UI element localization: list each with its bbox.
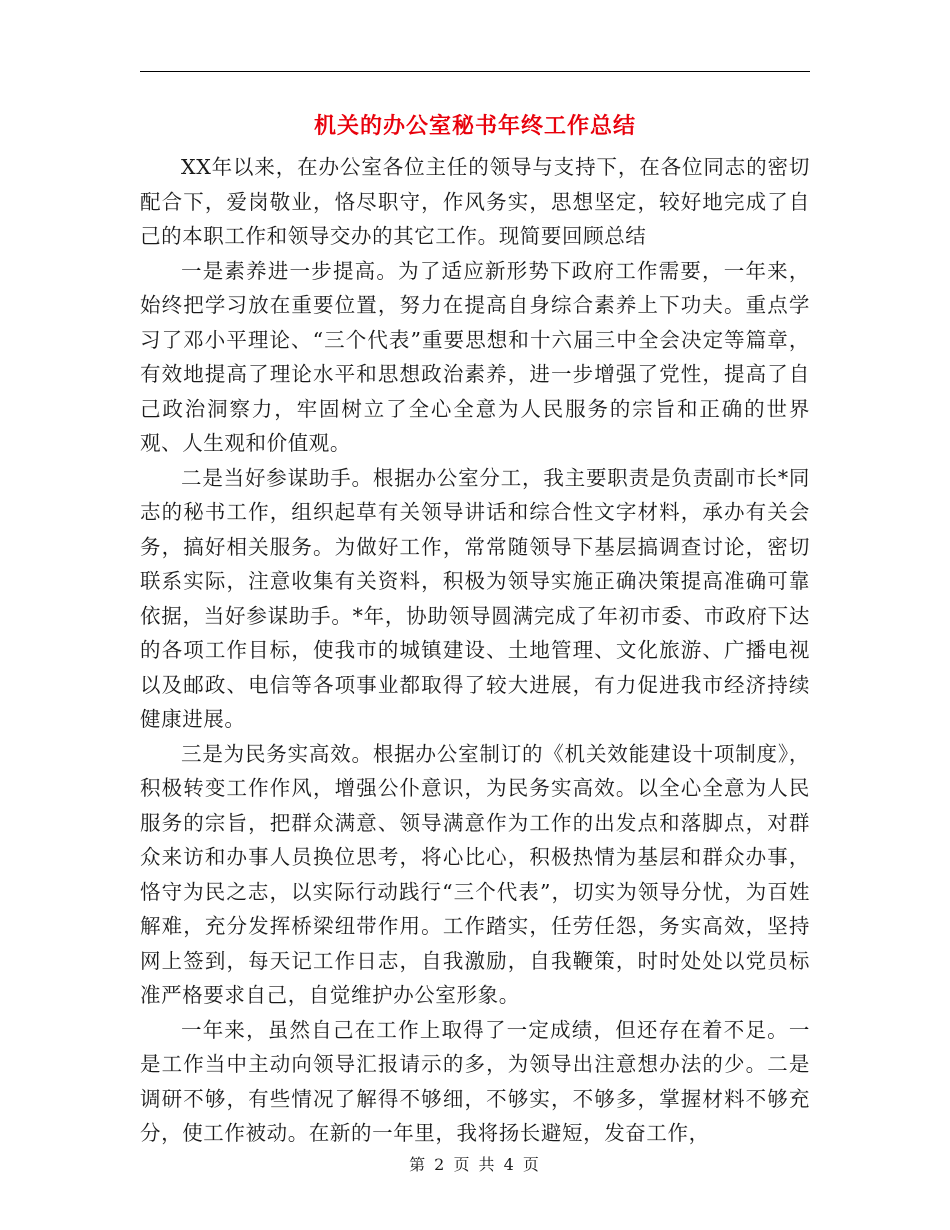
document-body bbox=[140, 150, 810, 1151]
paragraph-service: 三是为民务实高效。根据办公室制订的《机关效能建设十项制度》，积极转变工作作风，增强公仆意识，为民务实高效。以全心全意为人民服务的宗旨，把群众满意、领导满意作为工作的出发点和落脚点，对群众来访和办事人员换位思考，将心比心，积极热情为基层和群众办事，恪守为民之志，以实际行动践行“三个代表”，切实为领导分忧，为百姓解难，充分发挥桥梁纽带作用。工作踏实，任劳任怨，务实高效，坚持网上签到，每天记工作日志，自我激励，自我鞭策，时时处处以党员标准严格要求自己，自觉维护办公室形象。 bbox=[140, 741, 810, 1007]
document-title: 机关的办公室秘书年终工作总结 bbox=[313, 113, 636, 139]
paragraph-literacy: 一是素养进一步提高。为了适应新形势下政府工作需要，一年来，始终把学习放在重要位置，努力在提高自身综合素养上下功夫。重点学习了邓小平理论、“三个代表”重要思想和十六届三中全会决定等篇章，有效地提高了理论水平和思想政治素养，进一步增强了党性，提高了自己政治洞察力，牢固树立了全心全意为人民服务的宗旨和正确的世界观、人生观和价值观。 bbox=[140, 258, 810, 455]
paragraph-advisor: 二是当好参谋助手。根据办公室分工，我主要职责是负责副市长*同志的秘书工作，组织起草有关领导讲话和综合性文字材料，承办有关会务，搞好相关服务。为做好工作，常常随领导下基层搞调查讨论，密切联系实际，注意收集有关资料，积极为领导实施正确决策提高准确可靠依据，当好参谋助手。*年，协助领导圆满完成了年初市委、市政府下达的各项工作目标，使我市的城镇建设、土地管理、文化旅游、广播电视以及邮政、电信等各项事业都取得了较大进展，有力促进我市经济持续健康进展。 bbox=[140, 465, 810, 731]
paragraph-intro: XX年以来，在办公室各位主任的领导与支持下，在各位同志的密切配合下，爱岗敬业，恪尽职守，作风务实，思想坚定，较好地完成了自己的本职工作和领导交办的其它工作。现简要回顾总结 bbox=[140, 155, 810, 248]
paragraph-shortcomings: 一年来，虽然自己在工作上取得了一定成绩，但还存在着不足。一是工作当中主动向领导汇报请示的多，为领导出注意想办法的少。二是调研不够，有些情况了解得不够细，不够实，不够多，掌握材料不够充分，使工作被动。在新的一年里，我将扬长避短，发奋工作， bbox=[140, 1017, 810, 1145]
page-number-footer: 第 2 页 共 4 页 bbox=[409, 1155, 541, 1174]
header-rule bbox=[140, 71, 810, 72]
